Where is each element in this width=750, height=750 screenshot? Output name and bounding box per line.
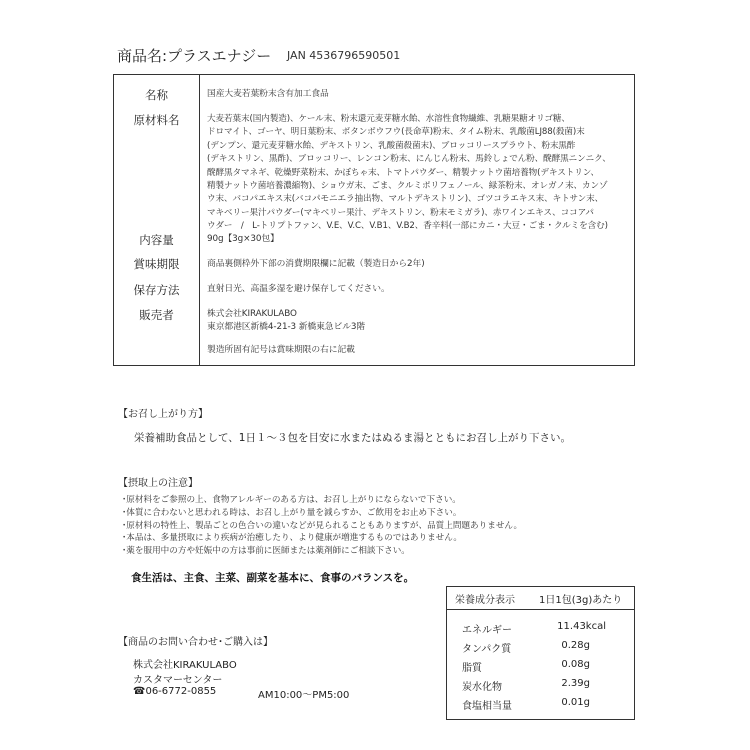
nutrient-name: 炭水化物 — [462, 682, 502, 693]
ingredient-line: ドロマイト、ゴーヤ、明日葉粉末、ボタンボウフウ(長命草)粉末、タイム粉末、乳酸菌LJ88(殺菌)末 — [207, 127, 585, 138]
label-seller: 販売者 — [139, 308, 174, 322]
contact-hours: AM10:00～PM5:00 — [258, 690, 350, 701]
value-name: 国産大麦若葉粉末含有加工食品 — [207, 89, 329, 99]
nutrient-name: 脂質 — [462, 663, 482, 674]
label-name: 名称 — [145, 88, 168, 102]
nutrient-value: 2.39g — [561, 678, 590, 689]
nutrient-value: 11.43kcal — [557, 621, 606, 632]
caution-item: ･体質に合わないと思われる時は、お召し上がり量を減らすか、ご飲用をお止め下さい。 — [122, 507, 462, 518]
ingredient-line: (デンプン、還元麦芽糖水飴、デキストリン、乳酸菌殺菌末)、ブロッコリースプラウト、粉末黒酢 — [207, 140, 576, 151]
caution-item: ･原材料をご参照の上、食物アレルギーのある方は、お召し上がりにならないで下さい。 — [122, 495, 461, 505]
caution-item: ･薬を服用中の方や妊娠中の方は事前に医師または薬剤師にご相談下さい。 — [122, 546, 410, 557]
contact-phone: ☎06-6772-0855 — [133, 686, 217, 697]
diet-slogan: 食生活は、主食、主菜、副菜を基本に、食事のバランスを。 — [131, 572, 415, 584]
howto-heading: 【お召し上がり方】 — [118, 409, 208, 420]
ingredient-line: 大麦若葉末(国内製造)、ケール末、粉末還元麦芽糖水飴、水溶性食物繊維、乳糖果糖オリゴ糖、 — [207, 114, 570, 124]
contact-heading: 【商品のお問い合わせ･ご購入は】 — [118, 637, 273, 648]
value-storage: 直射日光、高温多湿を避け保存してください。 — [207, 284, 390, 294]
contact-center: カスタマーセンター — [133, 675, 223, 686]
caution-list — [122, 494, 522, 558]
ingredient-line: ウ末、バコパエキス末(バコパモニエラ抽出物、マルトデキストリン)、ゴツコラエキス末、キトサン末、 — [207, 194, 604, 205]
nutrition-row — [447, 621, 634, 639]
caution-heading: 【摂取上の注意】 — [118, 478, 198, 489]
nutrition-row — [447, 678, 634, 696]
nutrient-value: 0.28g — [561, 640, 590, 651]
nutrition-row — [447, 697, 634, 715]
label-ingredients: 原材料名 — [133, 113, 180, 127]
nutrition-per-serving: 1日1包(3g)あたり — [539, 595, 623, 606]
ingredient-line: ウダー / L-トリプトファン、V.E、V.C、V.B1、V.B2、香辛料(一部にカニ・大豆・ごま・クルミを含む) — [207, 221, 608, 232]
nutrient-value: 0.08g — [561, 659, 590, 670]
table-divider — [199, 75, 200, 365]
contact-company: 株式会社KIRAKULABO — [133, 660, 237, 671]
ingredient-line: マキベリー果汁パウダー(マキベリー果汁、デキストリン、粉末モミガラ)、赤ワインエキス、ココアパ — [207, 207, 594, 218]
label-content: 内容量 — [139, 233, 174, 247]
nutrition-divider — [447, 609, 634, 610]
nutrition-row — [447, 640, 634, 658]
nutrient-name: 食塩相当量 — [462, 701, 512, 712]
spec-table — [113, 74, 635, 366]
nutrition-table — [446, 586, 635, 720]
caution-item: ･本品は、多量摂取により疾病が治癒したり、より健康が増進するものではありません。 — [122, 533, 462, 544]
jan-code: JAN 4536796590501 — [287, 49, 401, 62]
ingredient-line: 精製ナットウ菌培養濃縮物)、ショウガ末、ごま、クルミポリフェノール、緑茶粉末、オレガノ末、カンゾ — [207, 181, 608, 192]
value-seller: 株式会社KIRAKULABO 東京都港区新橋4-21-3 新橋東急ビル3階 製造所固有記号は賞味期限の右に記載 — [207, 309, 366, 355]
product-name: 商品名:プラスエナジー — [117, 47, 272, 65]
value-expiry: 商品裏側枠外下部の消費期限欄に記載（製造日から2年) — [207, 259, 425, 269]
nutrition-title: 栄養成分表示 — [455, 595, 515, 606]
nutrition-row — [447, 659, 634, 677]
value-ingredients — [207, 113, 627, 234]
ingredient-line: 醗酵黒タマネギ、乾燥野菜粉末、かぼちゃ末、トマトパウダー、精製ナットウ菌培養物(デキストリン、 — [207, 167, 599, 178]
label-expiry: 賞味期限 — [133, 257, 180, 271]
label-storage: 保存方法 — [133, 283, 180, 297]
nutrient-value: 0.01g — [561, 697, 590, 708]
nutrient-name: エネルギー — [462, 625, 512, 636]
howto-text: 栄養補助食品として、1日１～３包を目安に水またはぬるま湯とともにお召し上がり下さい。 — [134, 432, 571, 444]
ingredient-line: (デキストリン、黒酢)、ブロッコリー、レンコン粉末、にんじん粉末、馬鈴しょでん粉、醗酵黒ニンニク、 — [207, 154, 611, 165]
nutrient-name: タンパク質 — [462, 644, 512, 655]
caution-item: ･原材料の特性上、製品ごとの色合いの違いなどが見られることもありますが、品質上問題ありません。 — [122, 520, 523, 531]
value-content: 90g【3g×30包】 — [207, 234, 279, 244]
